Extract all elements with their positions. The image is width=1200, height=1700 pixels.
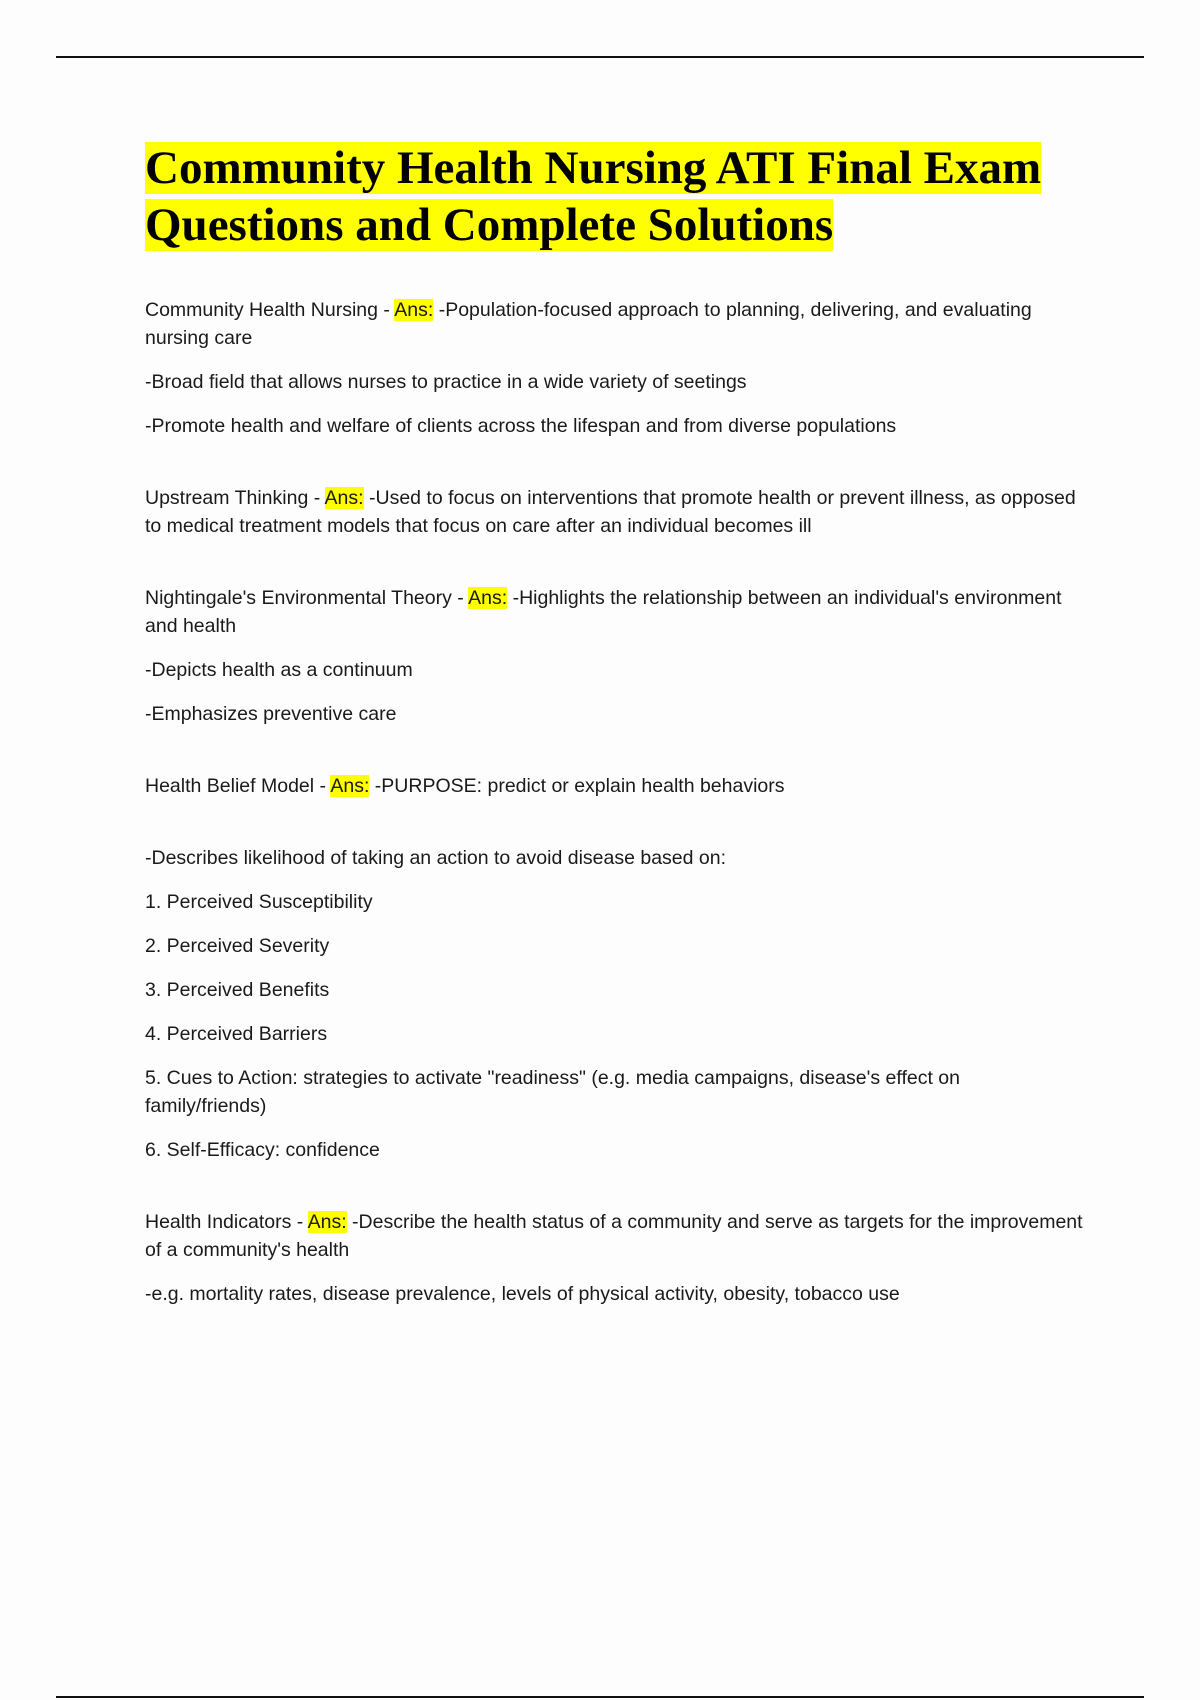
entry-line: -Promote health and welfare of clients across the lifespan and from diverse populations [145,415,897,437]
ans-label: Ans: [330,775,370,797]
ans-label: Ans: [394,299,434,321]
ans-label: Ans: [324,487,364,509]
entry-answer: -Describe the health status of a community and serve as targets for the improvement of a community's health [145,1211,1083,1261]
entry-answer: -Population-focused approach to planning, delivering, and evaluating nursing care [145,299,1032,349]
entry-line: 1. Perceived Susceptibility [145,891,373,913]
entry-term: Health Belief Model - [145,775,331,797]
ans-label: Ans: [307,1211,347,1233]
entry-health-belief-model [145,772,1085,1164]
entry-answer: -Used to focus on interventions that promote health or prevent illness, as opposed to medical treatment models that focus on care after an individual becomes ill [145,487,1076,537]
entry-line: 5. Cues to Action: strategies to activate "readiness" (e.g. media campaigns, disease's effect on family/friends) [145,1067,960,1117]
entry-line: -e.g. mortality rates, disease prevalence, levels of physical activity, obesity, tobacco use [145,1283,900,1305]
entry-line: -Broad field that allows nurses to practice in a wide variety of seetings [145,371,747,393]
entry-answer: -Highlights the relationship between an individual's environment and health [145,587,1062,637]
entry-line: 3. Perceived Benefits [145,979,330,1001]
entry-line: 6. Self-Efficacy: confidence [145,1139,380,1161]
entry-upstream-thinking [145,484,1085,540]
entry-line: -Depicts health as a continuum [145,659,413,681]
entry-heading [145,584,1085,640]
document-body [145,140,1085,1352]
entry-health-indicators [145,1208,1085,1308]
document-title [145,140,1085,254]
entry-list [145,296,1085,1308]
entry-term: Nightingale's Environmental Theory - [145,587,469,609]
entry-line: -Describes likelihood of taking an action to avoid disease based on: [145,847,727,869]
entry-heading [145,296,1085,352]
entry-heading [145,772,1085,800]
ans-label: Ans: [468,587,508,609]
top-rule [56,56,1144,58]
entry-term: Upstream Thinking - [145,487,325,509]
title-highlight: Community Health Nursing ATI Final Exam Questions and Complete Solutions [145,142,1042,251]
entry-line: 4. Perceived Barriers [145,1023,328,1045]
entry-line: 2. Perceived Severity [145,935,330,957]
entry-answer: -PURPOSE: predict or explain health behaviors [369,775,785,797]
bottom-rule [56,1696,1144,1698]
entry-community-health-nursing [145,296,1085,440]
entry-term: Health Indicators - [145,1211,308,1233]
entry-line: -Emphasizes preventive care [145,703,397,725]
entry-term: Community Health Nursing - [145,299,395,321]
entry-heading [145,1208,1085,1264]
entry-heading [145,484,1085,540]
entry-nightingale-theory [145,584,1085,728]
